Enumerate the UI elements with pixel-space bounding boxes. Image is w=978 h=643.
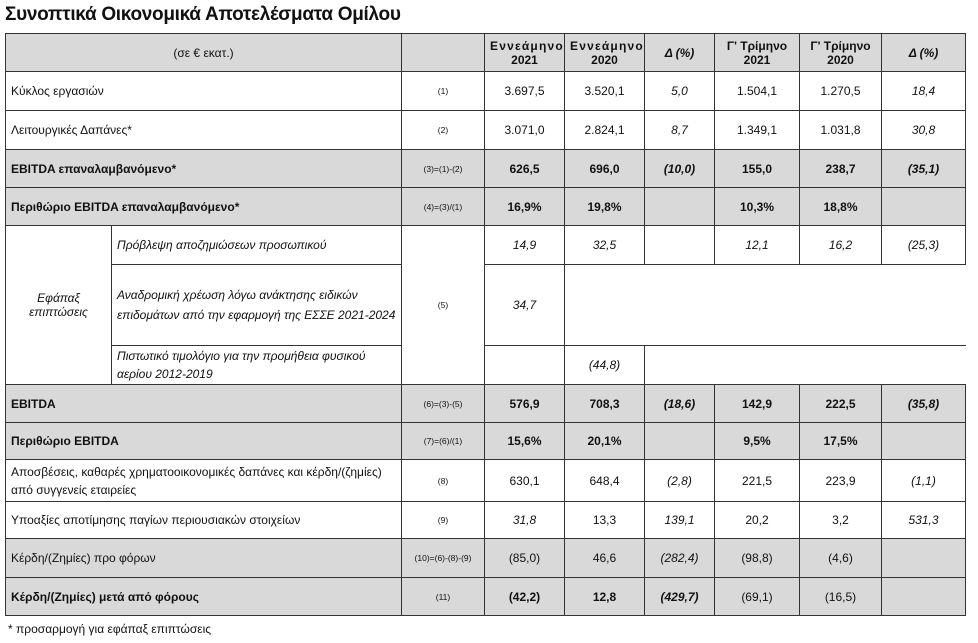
cell: (42,2) <box>485 578 565 616</box>
cell: 30,8 <box>882 111 966 150</box>
row-ref: (2) <box>402 111 485 150</box>
cell: 34,7 <box>485 265 565 346</box>
cell: 20,2 <box>715 502 800 539</box>
cell: 708,3 <box>565 385 645 423</box>
cell: 648,4 <box>565 460 645 502</box>
row-ref: (10)=(6)-(8)-(9) <box>402 539 485 578</box>
col-q3-2020-header: Γ' Τρίμηνο 2020 <box>800 34 882 72</box>
cell: (16,5) <box>800 578 882 616</box>
table-row <box>6 385 966 423</box>
cell: (10,0) <box>645 150 715 188</box>
cell <box>645 188 715 226</box>
col-delta-q3-header: Δ (%) <box>882 34 966 72</box>
table-row <box>6 423 966 460</box>
cell: (4,6) <box>800 539 882 578</box>
cell: (429,7) <box>645 578 715 616</box>
cell: 221,5 <box>715 460 800 502</box>
row-label: Πρόβλεψη αποζημιώσεων προσωπικού <box>112 226 402 265</box>
footnote: * προσαρμογή για εφάπαξ επιπτώσεις <box>8 622 212 636</box>
cell: (85,0) <box>485 539 565 578</box>
table-row <box>6 539 966 578</box>
cell: 9,5% <box>715 423 800 460</box>
oneoff-group-label: Εφάπαξ επιπτώσεις <box>6 226 112 385</box>
table-row <box>6 188 966 226</box>
cell <box>882 188 966 226</box>
table-row <box>6 111 966 150</box>
cell <box>645 226 715 265</box>
cell: (35,1) <box>882 150 966 188</box>
col-9m-2020-header: Εννεάμηνο 2020 <box>565 34 645 72</box>
row-label: Κέρδη/(Ζημίες) μετά από φόρους <box>6 578 402 616</box>
row-ref: (7)=(6)/(1) <box>402 423 485 460</box>
cell: 32,5 <box>565 226 645 265</box>
cell <box>645 423 715 460</box>
cell: 10,3% <box>715 188 800 226</box>
cell: 12,8 <box>565 578 645 616</box>
table-row <box>6 150 966 188</box>
cell: 12,1 <box>715 226 800 265</box>
cell: 626,5 <box>485 150 565 188</box>
cell: 31,8 <box>485 502 565 539</box>
cell: 576,9 <box>485 385 565 423</box>
row-label: Πιστωτικό τιμολόγιο για την προμήθεια φυσικού αερίου 2012-2019 <box>112 346 402 385</box>
row-label: Υποαξίες αποτίμησης παγίων περιουσιακών στοιχείων <box>6 502 402 539</box>
cell: 1.031,8 <box>800 111 882 150</box>
cell: 2.824,1 <box>565 111 645 150</box>
row-ref: (3)=(1)-(2) <box>402 150 485 188</box>
cell: 14,9 <box>485 226 565 265</box>
cell: 696,0 <box>565 150 645 188</box>
cell: (18,6) <box>645 385 715 423</box>
cell: 531,3 <box>882 502 966 539</box>
cell: 3.071,0 <box>485 111 565 150</box>
row-ref: (11) <box>402 578 485 616</box>
col-q3-2021-header: Γ' Τρίμηνο 2021 <box>715 34 800 72</box>
cell <box>882 578 966 616</box>
cell: 16,2 <box>800 226 882 265</box>
cell: 630,1 <box>485 460 565 502</box>
table-row <box>6 460 966 502</box>
cell: (35,8) <box>882 385 966 423</box>
cell: 223,9 <box>800 460 882 502</box>
cell: 3.697,5 <box>485 72 565 111</box>
row-ref: (4)=(3)/(1) <box>402 188 485 226</box>
cell: (98,8) <box>715 539 800 578</box>
cell: 142,9 <box>715 385 800 423</box>
row-ref: (1) <box>402 72 485 111</box>
cell-empty <box>565 265 966 346</box>
cell: 13,3 <box>565 502 645 539</box>
col-delta-9m-header: Δ (%) <box>645 34 715 72</box>
cell <box>882 539 966 578</box>
row-label: Κέρδη/(Ζημίες) προ φόρων <box>6 539 402 578</box>
row-label: Αναδρομική χρέωση λόγω ανάκτησης ειδικών επιδομάτων από την εφαρμογή της ΕΣΣΕ 2021-2024 <box>112 265 402 346</box>
cell: (25,3) <box>882 226 966 265</box>
cell: 155,0 <box>715 150 800 188</box>
row-label: EBITDA <box>6 385 402 423</box>
cell: 222,5 <box>800 385 882 423</box>
row-label: Περιθώριο EBITDA επαναλαμβανόμενο* <box>6 188 402 226</box>
page-title: Συνοπτικά Οικονομικά Αποτελέσματα Ομίλου <box>5 4 401 25</box>
table-row <box>6 578 966 616</box>
cell: 1.349,1 <box>715 111 800 150</box>
cell: 238,7 <box>800 150 882 188</box>
cell: 1.270,5 <box>800 72 882 111</box>
table-row <box>6 502 966 539</box>
cell: 46,6 <box>565 539 645 578</box>
cell: (44,8) <box>565 346 645 385</box>
col-9m-2021-header: Εννεάμηνο 2021 <box>485 34 565 72</box>
financial-results-table <box>5 33 966 616</box>
cell <box>485 346 565 385</box>
ref-header <box>402 34 485 72</box>
row-label: Κύκλος εργασιών <box>6 72 402 111</box>
header-row <box>6 34 966 72</box>
table-row <box>6 226 966 265</box>
cell: (282,4) <box>645 539 715 578</box>
cell: 15,6% <box>485 423 565 460</box>
cell: 3.520,1 <box>565 72 645 111</box>
table-row <box>6 346 966 385</box>
cell-empty <box>645 346 966 385</box>
row-label: Αποσβέσεις, καθαρές χρηματοοικονομικές δαπάνες και κέρδη/(ζημίες) από συγγενείς εταιρείες <box>6 460 402 502</box>
cell: 139,1 <box>645 502 715 539</box>
row-ref: (5) <box>402 226 485 385</box>
row-ref: (9) <box>402 502 485 539</box>
cell: 1.504,1 <box>715 72 800 111</box>
cell: 16,9% <box>485 188 565 226</box>
row-label: Περιθώριο EBITDA <box>6 423 402 460</box>
cell <box>882 423 966 460</box>
cell: 19,8% <box>565 188 645 226</box>
row-ref: (8) <box>402 460 485 502</box>
row-ref: (6)=(3)-(5) <box>402 385 485 423</box>
cell: (1,1) <box>882 460 966 502</box>
table-row <box>6 265 966 346</box>
cell: 20,1% <box>565 423 645 460</box>
unit-header: (σε € εκατ.) <box>6 34 402 72</box>
cell: 5,0 <box>645 72 715 111</box>
table-row <box>6 72 966 111</box>
cell: 17,5% <box>800 423 882 460</box>
cell: 18,8% <box>800 188 882 226</box>
cell: 8,7 <box>645 111 715 150</box>
cell: 3,2 <box>800 502 882 539</box>
cell: 18,4 <box>882 72 966 111</box>
row-label: Λειτουργικές Δαπάνες* <box>6 111 402 150</box>
cell: (69,1) <box>715 578 800 616</box>
row-label: EBITDA επαναλαμβανόμενο* <box>6 150 402 188</box>
cell: (2,8) <box>645 460 715 502</box>
